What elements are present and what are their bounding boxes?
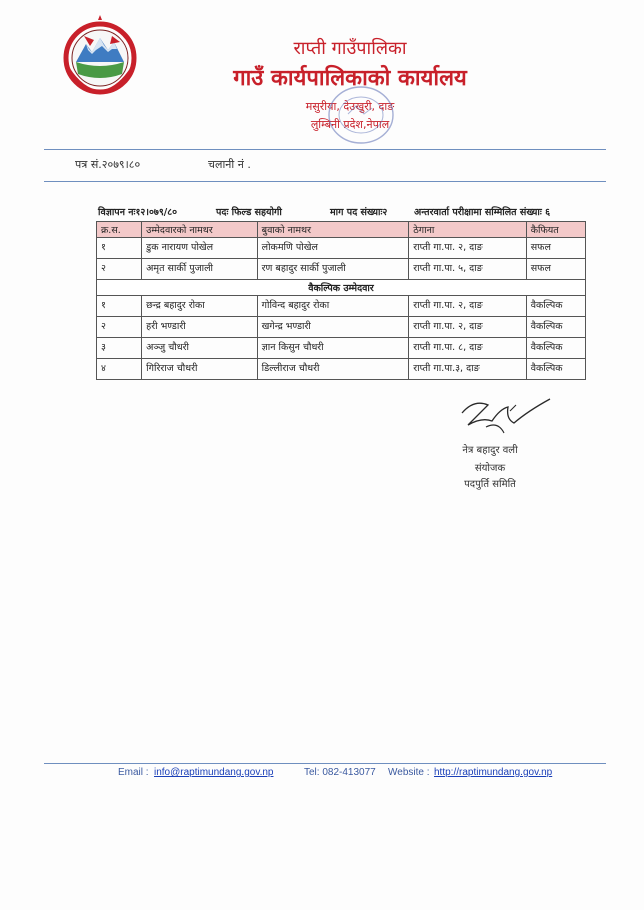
website-label: Website : — [388, 767, 430, 778]
dispatch-number: चलानी नं . — [208, 158, 251, 171]
cell-remark: सफल — [526, 259, 585, 280]
header-cell: क्र.स. — [97, 222, 142, 238]
table-header-row — [97, 222, 586, 238]
letter-number: पत्र सं.२०७९।८० — [75, 158, 141, 171]
alternate-heading: वैकल्पिक उम्मेदवार — [97, 280, 586, 296]
interview-count: अन्तरवार्ता परीक्षामा सम्मिलित संख्याः ६ — [414, 207, 551, 218]
cell-remark: वैकल्पिक — [526, 317, 585, 338]
alternate-heading-row — [97, 280, 586, 296]
cell-father: लोकमणि पोखेल — [257, 238, 409, 259]
cell-sn: ३ — [97, 338, 142, 359]
results-table — [96, 221, 586, 380]
table-row — [97, 259, 586, 280]
table-row — [97, 238, 586, 259]
demand-count: माग पद संख्याः२ — [330, 207, 388, 218]
signatory-name: नेत्र बहादुर वली — [462, 445, 518, 456]
vacancy-number: विज्ञापन नः१२।०७९/८० — [98, 207, 178, 218]
cell-address: राप्ती गा.पा. २, दाङ — [409, 317, 526, 338]
cell-father: खगेन्द्र भण्डारी — [257, 317, 409, 338]
cell-address: राप्ती गा.पा. ८, दाङ — [409, 338, 526, 359]
table-row — [97, 338, 586, 359]
header-cell: ठेगाना — [409, 222, 526, 238]
telephone: Tel: 082-413077 — [304, 767, 376, 778]
cell-sn: १ — [97, 296, 142, 317]
cell-candidate: अमृत सार्की पुजाली — [142, 259, 257, 280]
email-link[interactable]: info@raptimundang.gov.np — [154, 767, 274, 778]
cell-address: राप्ती गा.पा. ५, दाङ — [409, 259, 526, 280]
signature-mark — [448, 393, 558, 443]
header-cell: उम्मेदवारको नामथर — [142, 222, 257, 238]
office-address: मसुरीया, देउखुरी, दाङ — [305, 100, 395, 113]
header-cell: कैफियत — [526, 222, 585, 238]
office-stamp — [326, 84, 396, 146]
cell-father: रण बहादुर सार्की पुजाली — [257, 259, 409, 280]
header-rule — [44, 149, 606, 150]
website-link[interactable]: http://raptimundang.gov.np — [434, 767, 553, 778]
cell-sn: २ — [97, 259, 142, 280]
cell-sn: २ — [97, 317, 142, 338]
province-line: लुम्बिनी प्रदेश,नेपाल — [310, 118, 390, 131]
cell-sn: १ — [97, 238, 142, 259]
cell-remark: सफल — [526, 238, 585, 259]
cell-remark: वैकल्पिक — [526, 338, 585, 359]
cell-remark: वैकल्पिक — [526, 296, 585, 317]
cell-candidate: गिरिराज चौधरी — [142, 359, 257, 380]
signatory-role: संयोजक — [474, 463, 506, 474]
cell-candidate: छन्द्र बहादुर रोका — [142, 296, 257, 317]
table-row — [97, 296, 586, 317]
cell-address: राप्ती गा.पा. २, दाङ — [409, 238, 526, 259]
table-row — [97, 317, 586, 338]
cell-father: गोविन्द बहादुर रोका — [257, 296, 409, 317]
cell-candidate: हरी भण्डारी — [142, 317, 257, 338]
email-label: Email : — [118, 767, 149, 778]
committee-name: पदपुर्ति समिति — [464, 479, 516, 490]
cell-candidate: डुक नारायण पोखेल — [142, 238, 257, 259]
municipality-name: राप्ती गाउँपालिका — [293, 38, 407, 59]
table-row — [97, 359, 586, 380]
cell-father: ज्ञान किसुन चौधरी — [257, 338, 409, 359]
cell-father: डिल्लीराज चौधरी — [257, 359, 409, 380]
cell-address: राप्ती गा.पा. २, दाङ — [409, 296, 526, 317]
cell-candidate: अञ्जु चौधरी — [142, 338, 257, 359]
cell-address: राप्ती गा.पा.३, दाङ — [409, 359, 526, 380]
reference-rule — [44, 181, 606, 182]
emblem-logo — [62, 12, 138, 98]
cell-sn: ४ — [97, 359, 142, 380]
office-title: गाउँ कार्यपालिकाको कार्यालय — [233, 66, 467, 91]
footer-rule — [44, 763, 606, 764]
header-cell: बुवाको नामथर — [257, 222, 409, 238]
vacancy-post: पदः फिल्ड सहयोगी — [216, 207, 282, 218]
cell-remark: वैकल्पिक — [526, 359, 585, 380]
